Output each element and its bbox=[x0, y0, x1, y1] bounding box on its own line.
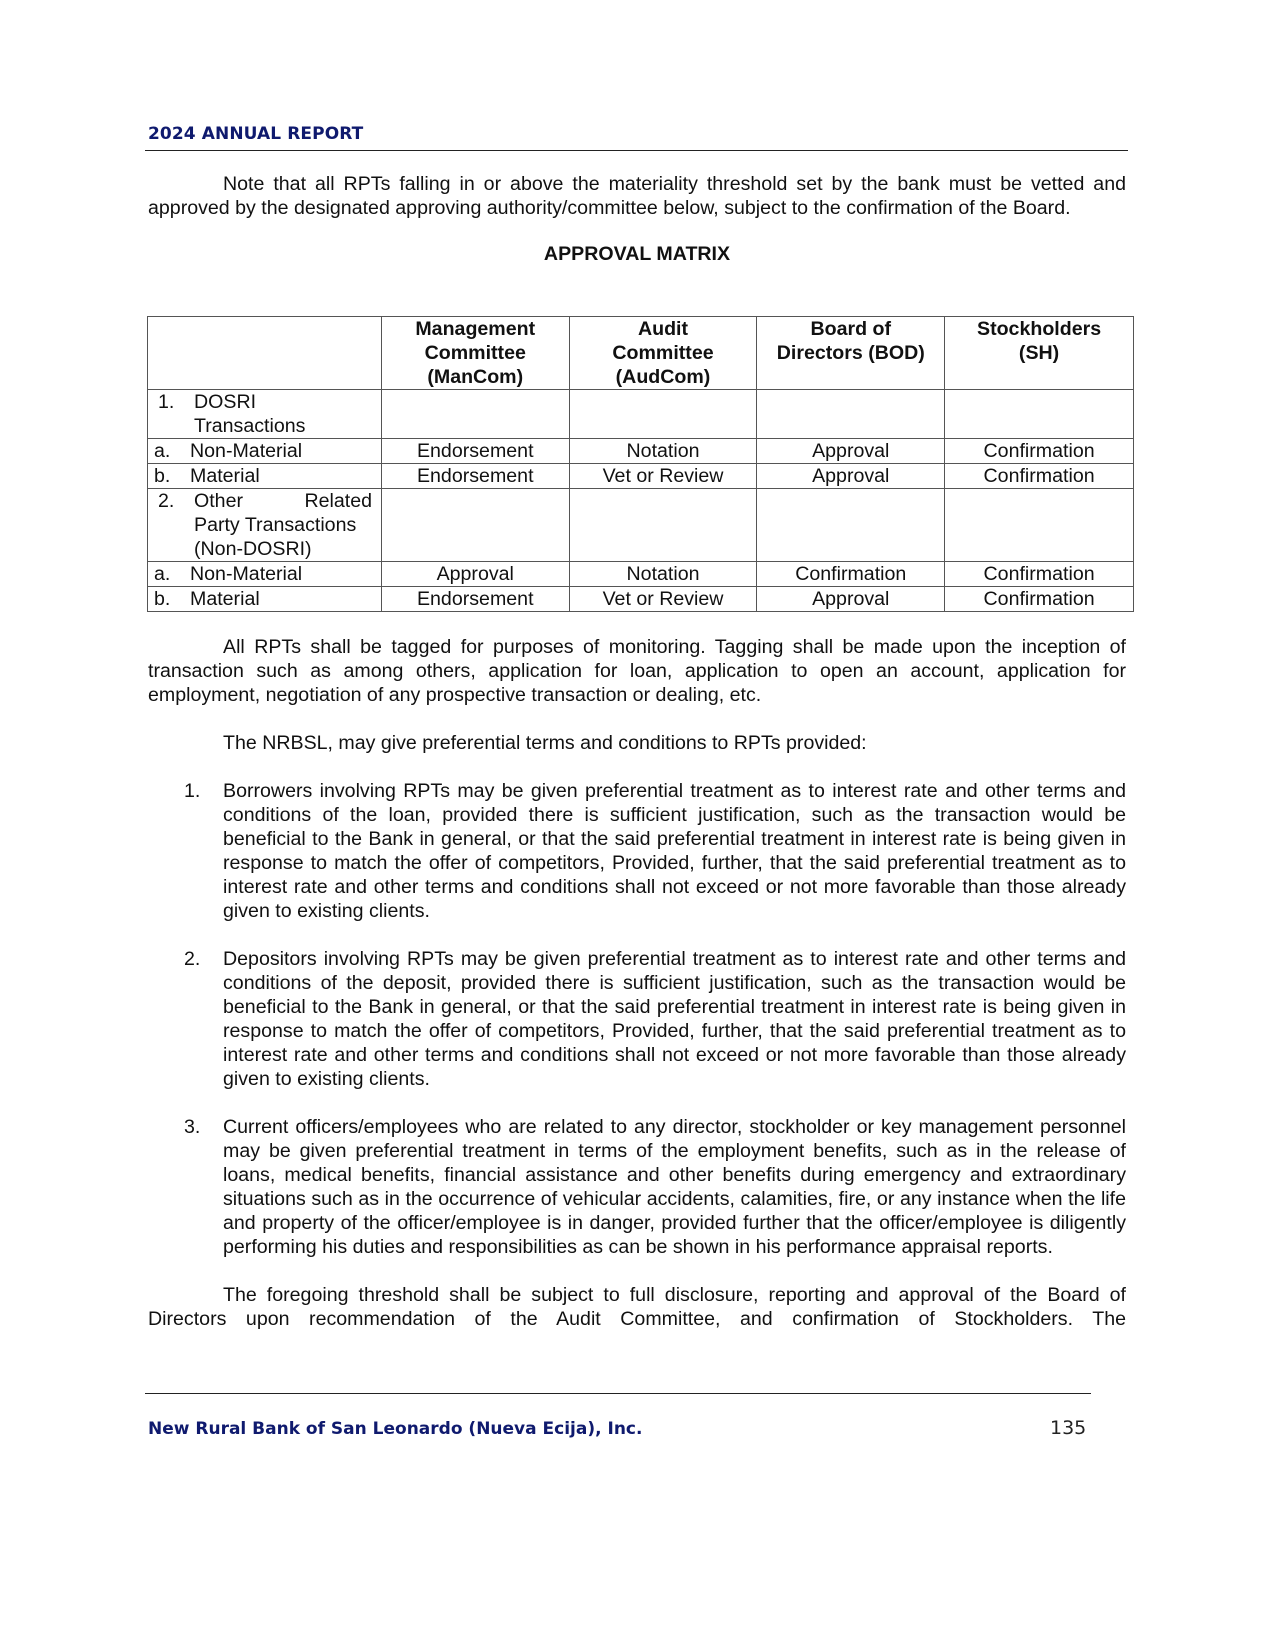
intro-paragraph: Note that all RPTs falling in or above the materiality threshold set by the bank must be vetted and approved by the designated approving authority/committee below, subject to the confirmation of the Board. bbox=[148, 173, 1126, 219]
header-bod: Board of Directors (BOD) bbox=[757, 317, 945, 390]
cell-mancom: Endorsement bbox=[381, 439, 569, 464]
cell-bod: Confirmation bbox=[757, 562, 945, 587]
page-body-lower bbox=[148, 635, 1126, 1331]
row-label: a. Non-Material bbox=[148, 439, 382, 464]
group-label-dosri: 1. DOSRI Transactions bbox=[148, 390, 382, 439]
approval-matrix-title: APPROVAL MATRIX bbox=[543, 243, 731, 265]
footer-bank-name: New Rural Bank of San Leonardo (Nueva Ecija), Inc. bbox=[148, 1419, 643, 1439]
table-row bbox=[148, 587, 1134, 612]
tagging-paragraph: All RPTs shall be tagged for purposes of monitoring. Tagging shall be made upon the inception of transaction such as among others, application for loan, application to open an account, application for employment, negotiation of any prospective transaction or dealing, etc. bbox=[148, 636, 1126, 706]
row-label: a. Non-Material bbox=[148, 562, 382, 587]
page-body bbox=[148, 172, 1126, 266]
approval-matrix-table bbox=[147, 316, 1134, 612]
cell-bod: Approval bbox=[757, 587, 945, 612]
header-audcom: Audit Committee (AudCom) bbox=[569, 317, 757, 390]
cell-sh: Confirmation bbox=[945, 439, 1134, 464]
cell-sh: Confirmation bbox=[945, 464, 1134, 489]
cell-sh: Confirmation bbox=[945, 587, 1134, 612]
cell-bod: Approval bbox=[757, 464, 945, 489]
table-group-row-dosri bbox=[148, 390, 1134, 439]
conditions-list bbox=[148, 779, 1126, 1259]
table-group-row-other-rpt bbox=[148, 489, 1134, 562]
header-sh: Stockholders (SH) bbox=[945, 317, 1134, 390]
cell-audcom: Vet or Review bbox=[569, 587, 757, 612]
list-item: 1. Borrowers involving RPTs may be given preferential treatment as to interest rate and other terms and conditions of the loan, provided there is sufficient justification, such as the transaction would be beneficial to the Bank in general, or that the said preferential treatment in interest rate is being given in response to match the offer of competitors, Provided, further, that the said preferential treatment as to interest rate and other terms and conditions shall not exceed or not more favorable than those already given to existing clients. bbox=[184, 780, 1126, 922]
cell-audcom: Notation bbox=[569, 562, 757, 587]
group-label-other-rpt: 2. Other Related Party Transactions (Non-DOSRI) bbox=[148, 489, 382, 562]
cell-sh: Confirmation bbox=[945, 562, 1134, 587]
cell-audcom: Notation bbox=[569, 439, 757, 464]
row-label: b. Material bbox=[148, 464, 382, 489]
cell-bod: Approval bbox=[757, 439, 945, 464]
cell-mancom: Endorsement bbox=[381, 464, 569, 489]
cell-audcom: Vet or Review bbox=[569, 464, 757, 489]
list-item: 3. Current officers/employees who are related to any director, stockholder or key management personnel may be given preferential treatment in terms of the employment benefits, such as in the release of loans, medical benefits, financial assistance and other benefits during emergency and extraordinary situations such as in the occurrence of vehicular accidents, calamities, fire, or any instance when the life and property of the officer/employee is in danger, provided further that the officer/employee is diligently performing his duties and responsibilities as can be shown in his performance appraisal reports. bbox=[184, 1116, 1126, 1258]
table-row bbox=[148, 464, 1134, 489]
closing-paragraph: The foregoing threshold shall be subject to full disclosure, reporting and approval of the Board of Directors upon recommendation of the Audit Committee, and confirmation of Stockholders. The bbox=[148, 1284, 1126, 1330]
list-item: 2. Depositors involving RPTs may be given preferential treatment as to interest rate and other terms and conditions of the deposit, provided there is sufficient justification, such as the transaction would be beneficial to the Bank in general, or that the said preferential treatment in interest rate is being given in response to match the offer of competitors, Provided, further, that the said preferential treatment as to interest rate and other terms and conditions shall not exceed or not more favorable than those already given to existing clients. bbox=[184, 948, 1126, 1090]
cell-mancom: Approval bbox=[381, 562, 569, 587]
header-divider bbox=[145, 150, 1128, 151]
preferential-intro-paragraph: The NRBSL, may give preferential terms and conditions to RPTs provided: bbox=[223, 732, 867, 754]
header-mancom: Management Committee (ManCom) bbox=[381, 317, 569, 390]
cell-mancom: Endorsement bbox=[381, 587, 569, 612]
row-label: b. Material bbox=[148, 587, 382, 612]
page-number: 135 bbox=[1050, 1417, 1087, 1439]
header-empty-cell bbox=[148, 317, 382, 390]
table-row bbox=[148, 439, 1134, 464]
table-row bbox=[148, 562, 1134, 587]
table-header-row bbox=[148, 317, 1134, 390]
report-header-title: 2024 ANNUAL REPORT bbox=[148, 124, 364, 144]
footer-divider bbox=[145, 1393, 1091, 1394]
